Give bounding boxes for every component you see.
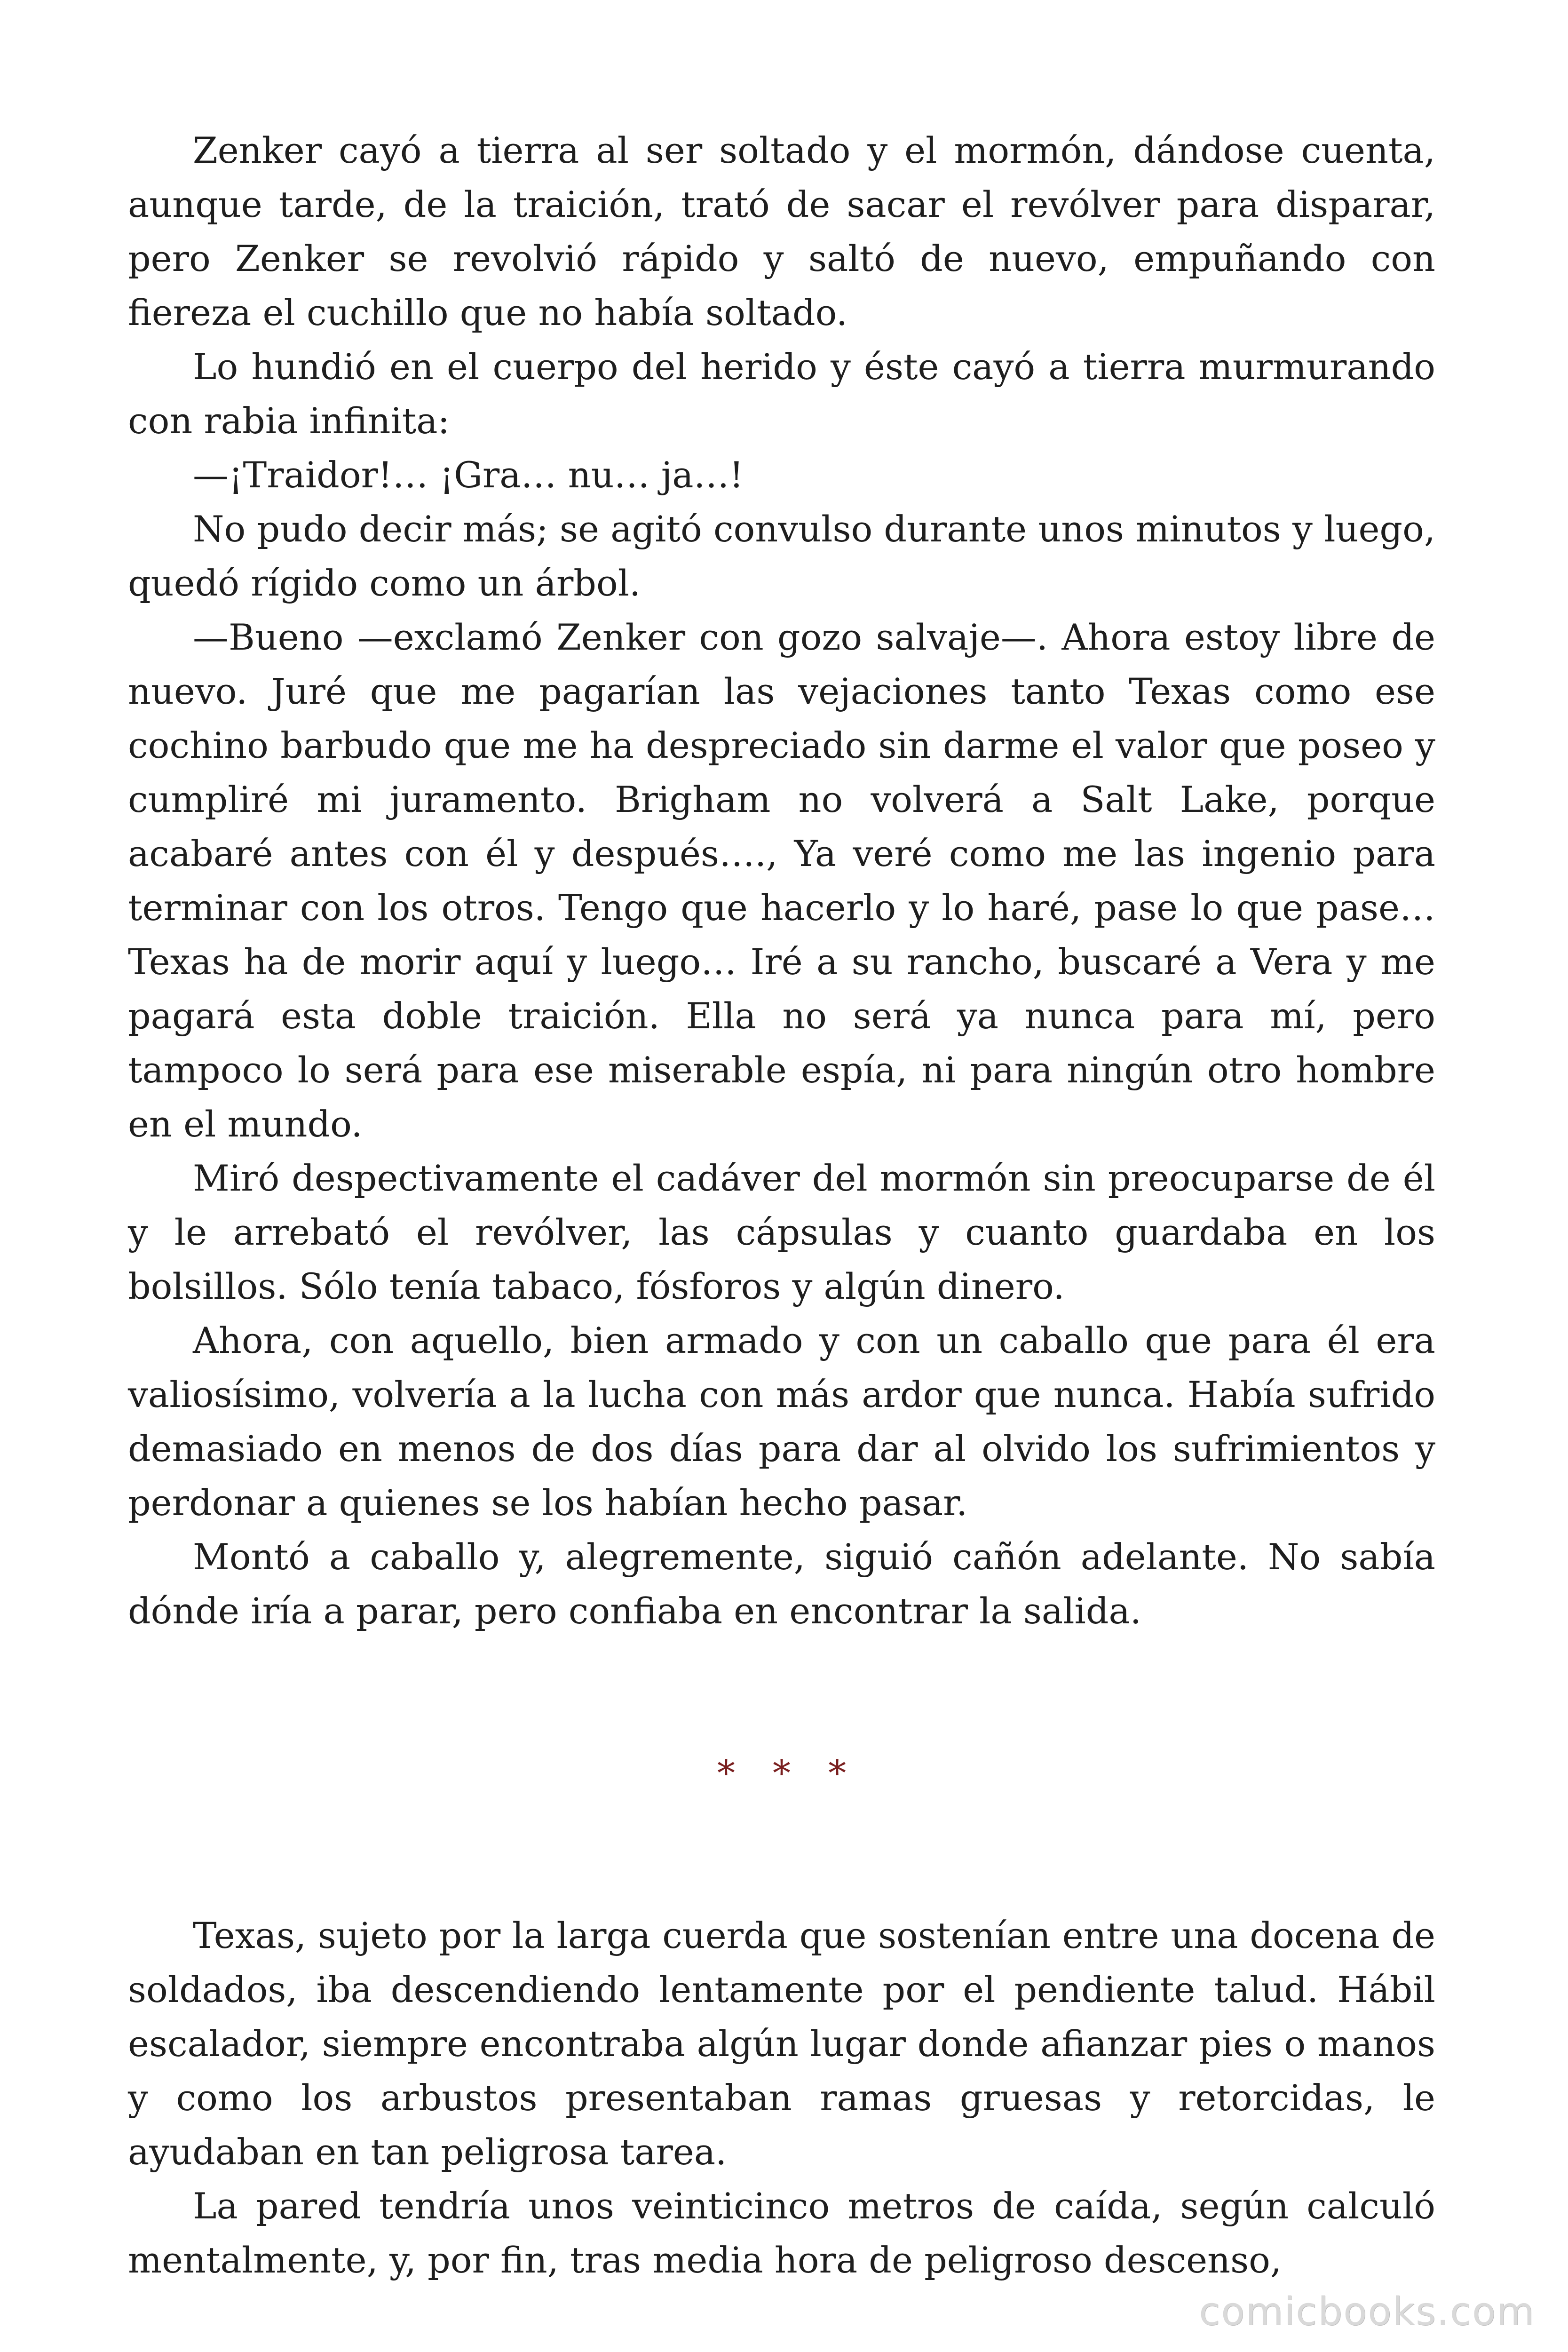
paragraph: No pudo decir más; se agitó convulso durante unos minutos y luego, quedó rígido como un árbol.: [128, 508, 1435, 604]
paragraph: Zenker cayó a tierra al ser soltado y el mormón, dándose cuenta, aunque tarde, de la traición, trató de sacar el revólver para disparar, pero Zenker se revolvió rápido y saltó de nuevo, empuñando con fiereza el cuchillo que no había soltado.: [128, 129, 1435, 334]
separator-spacing: [128, 1638, 1435, 1746]
page-body: [128, 123, 1435, 2287]
paragraph: Miró despectivamente el cadáver del mormón sin preocuparse de él y le arrebató el revólver, las cápsulas y cuanto guardaba en los bolsillos. Sólo tenía tabaco, fósforos y algún dinero.: [128, 1157, 1435, 1307]
paragraph: —¡Traidor!… ¡Gra… nu… ja…!: [193, 454, 744, 496]
scene-break-separator: * * *: [717, 1752, 860, 1794]
paragraph: Texas, sujeto por la larga cuerda que sostenían entre una docena de soldados, iba descendiendo lentamente por el pendiente talud. Hábil escalador, siempre encontraba algún lugar donde afianzar pies o manos y como los arbustos presentaban ramas gruesas y retorcidas, le ayudaban en tan peligrosa tarea.: [128, 1915, 1435, 2173]
watermark: comicbooks.com: [1199, 2289, 1535, 2334]
paragraph: Lo hundió en el cuerpo del herido y éste cayó a tierra murmurando con rabia infinita:: [128, 346, 1435, 442]
paragraph: La pared tendría unos veinticinco metros de caída, según calculó mentalmente, y, por fin, tras media hora de peligroso descenso,: [128, 2185, 1435, 2281]
paragraph: —Bueno —exclamó Zenker con gozo salvaje—. Ahora estoy libre de nuevo. Juré que me pagarían las vejaciones tanto Texas como ese cochino barbudo que me ha despreciado sin darme el valor que poseo y cumpliré mi juramento. Brigham no volverá a Salt Lake, porque acabaré antes con él y después…., Ya veré como me las ingenio para terminar con los otros. Tengo que hacerlo y lo haré, pase lo que pase… Texas ha de morir aquí y luego… Iré a su rancho, buscaré a Vera y me pagará esta doble traición. Ella no será ya nunca para mí, pero tampoco lo será para ese miserable espía, ni para ningún otro hombre en el mundo.: [128, 616, 1435, 1145]
separator-spacing: [128, 1800, 1435, 1908]
paragraph: Ahora, con aquello, bien armado y con un caballo que para él era valiosísimo, volvería a la lucha con más ardor que nunca. Había sufrido demasiado en menos de dos días para dar al olvido los sufrimientos y perdonar a quienes se los habían hecho pasar.: [128, 1319, 1435, 1524]
paragraph: Montó a caballo y, alegremente, siguió cañón adelante. No sabía dónde iría a parar, pero confiaba en encontrar la salida.: [128, 1536, 1435, 1632]
